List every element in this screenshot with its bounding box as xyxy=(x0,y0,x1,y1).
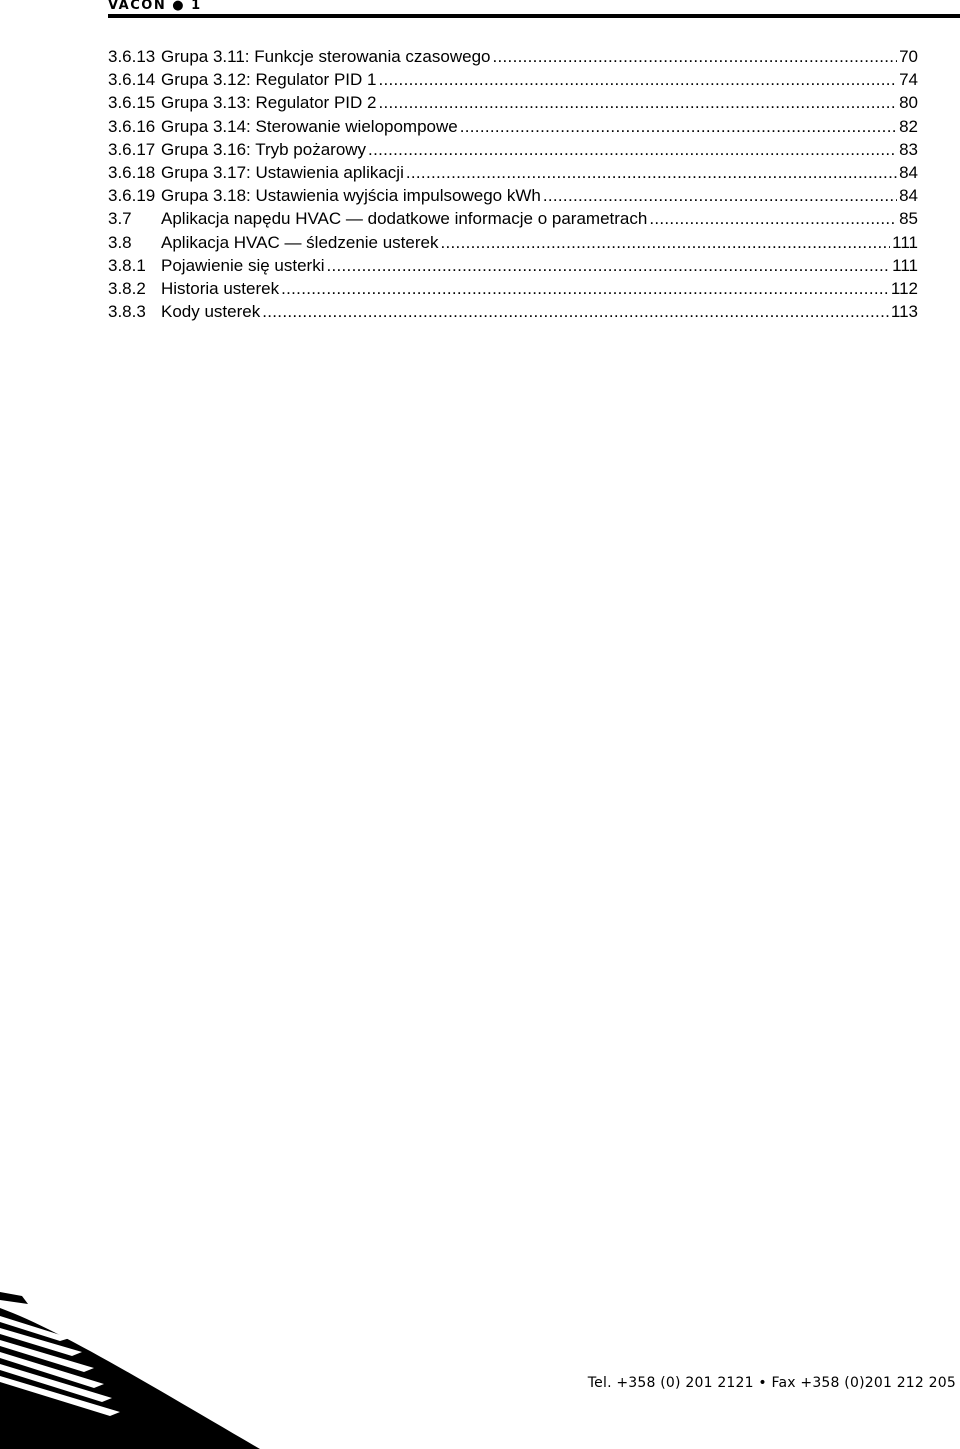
toc-entry-number: 3.6.14 xyxy=(108,70,156,90)
decorative-stripes-graphic xyxy=(0,1290,260,1449)
toc-entry[interactable] xyxy=(108,68,918,91)
footer-contact: Tel. +358 (0) 201 2121 • Fax +358 (0)201 212 205 xyxy=(587,1375,956,1391)
toc-entry[interactable] xyxy=(108,161,918,184)
toc-entry-number: 3.8.1 xyxy=(108,255,146,275)
toc-entry-title: Grupa 3.13: Regulator PID 2 xyxy=(161,93,377,113)
toc-entry-number: 3.6.13 xyxy=(108,47,156,66)
dot-leader xyxy=(492,45,897,68)
toc-entry-title: Grupa 3.17: Ustawienia aplikacji xyxy=(161,162,404,182)
toc-entry-page: 113 xyxy=(890,302,918,322)
header-page-number: 1 xyxy=(191,0,202,13)
toc-entry-title: Aplikacja napędu HVAC — dodatkowe informacje o parametrach xyxy=(161,209,648,229)
dot-leader xyxy=(406,161,897,184)
toc-entry-title: Aplikacja HVAC — śledzenie usterek xyxy=(161,232,439,252)
bullet-separator: ● xyxy=(172,0,192,13)
dot-leader xyxy=(440,231,890,254)
toc-entry[interactable] xyxy=(108,115,918,138)
toc-entry-page: 70 xyxy=(899,47,918,66)
toc-entry-page: 84 xyxy=(899,186,918,206)
toc-entry-title: Grupa 3.18: Ustawienia wyjścia impulsowego kWh xyxy=(161,186,541,206)
toc-entry[interactable] xyxy=(108,138,918,161)
toc-entry-number: 3.7 xyxy=(108,209,132,229)
toc-entry-page: 84 xyxy=(899,162,918,182)
toc-entry-title: Grupa 3.12: Regulator PID 1 xyxy=(161,70,377,90)
toc-entry[interactable] xyxy=(108,91,918,114)
toc-entry-number: 3.6.18 xyxy=(108,162,156,182)
toc-entry-title: Historia usterek xyxy=(161,278,280,298)
toc-entry-number: 3.8.2 xyxy=(108,278,146,298)
toc-entry[interactable] xyxy=(108,207,918,230)
toc-entry-number: 3.6.19 xyxy=(108,186,156,206)
toc-entry-number: 3.6.16 xyxy=(108,116,156,136)
brand-logo-text: VACON xyxy=(108,0,167,13)
toc-entry[interactable] xyxy=(108,277,918,300)
header-rule xyxy=(108,14,960,18)
toc-entry-page: 85 xyxy=(899,209,918,229)
toc-entry[interactable] xyxy=(108,231,918,254)
dot-leader xyxy=(378,91,897,114)
toc-entry[interactable] xyxy=(108,254,918,277)
dot-leader xyxy=(378,68,897,91)
dot-leader xyxy=(368,138,897,161)
toc-entry[interactable] xyxy=(108,184,918,207)
dot-leader xyxy=(543,184,897,207)
dot-leader xyxy=(460,115,897,138)
toc-entry-page: 111 xyxy=(892,255,918,275)
page-header xyxy=(108,0,960,18)
toc-entry[interactable] xyxy=(108,300,918,323)
toc-entry-page: 111 xyxy=(892,232,918,252)
toc-entry-page: 80 xyxy=(899,93,918,113)
toc-entry-title: Grupa 3.11: Funkcje sterowania czasowego xyxy=(161,47,491,66)
toc-entry[interactable] xyxy=(108,45,918,68)
toc-entry-page: 83 xyxy=(899,139,918,159)
table-of-contents xyxy=(108,45,918,323)
dot-leader xyxy=(649,207,897,230)
header-brand-line xyxy=(108,0,202,12)
toc-entry-number: 3.8 xyxy=(108,232,132,252)
toc-entry-title: Pojawienie się usterki xyxy=(161,255,325,275)
toc-entry-page: 82 xyxy=(899,116,918,136)
toc-entry-title: Grupa 3.14: Sterowanie wielopompowe xyxy=(161,116,458,136)
toc-entry-page: 74 xyxy=(899,70,918,90)
toc-entry-number: 3.6.17 xyxy=(108,139,156,159)
toc-entry-page: 112 xyxy=(890,278,918,298)
dot-leader xyxy=(326,254,890,277)
dot-leader xyxy=(262,300,889,323)
dot-leader xyxy=(281,277,889,300)
toc-entry-title: Kody usterek xyxy=(161,302,261,322)
toc-entry-number: 3.6.15 xyxy=(108,93,156,113)
toc-entry-number: 3.8.3 xyxy=(108,302,146,322)
toc-entry-title: Grupa 3.16: Tryb pożarowy xyxy=(161,139,367,159)
